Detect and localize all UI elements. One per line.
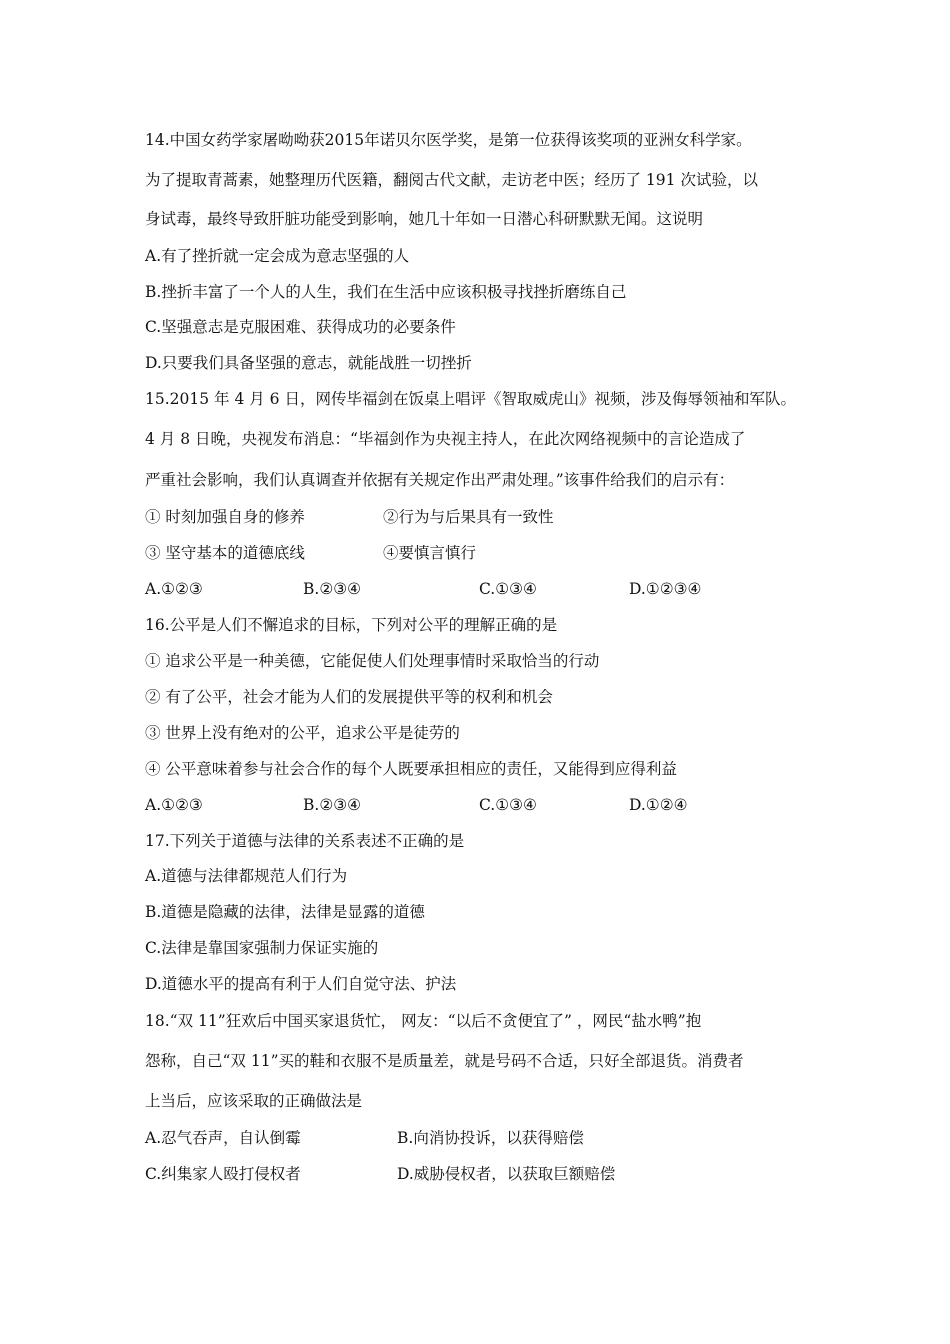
q16-item-3: ③ 世界上没有绝对的公平，追求公平是徒劳的: [145, 724, 460, 742]
q16-item-4: ④ 公平意味着参与社会合作的每个人既要承担相应的责任，又能得到应得利益: [145, 760, 677, 778]
q14-stem-line-3: 身试毒，最终导致肝脏功能受到影响，她几十年如一日潜心科研默默无闻。这说明: [145, 210, 704, 228]
q15-option-d: D.①②③④: [629, 580, 702, 598]
q15-option-c: C.①③④: [479, 580, 537, 598]
q14-option-a: A.有了挫折就一定会成为意志坚强的人: [145, 247, 410, 265]
q18-option-d: D.威胁侵权者，以获取巨额赔偿: [397, 1165, 616, 1183]
q18-stem-line-3: 上当后，应该采取的正确做法是: [145, 1092, 363, 1110]
q17-option-d: D.道德水平的提高有利于人们自觉守法、护法: [145, 975, 457, 993]
q18-option-a: A.忍气吞声，自认倒霉: [145, 1129, 301, 1147]
q15-stem-line-1: 15.2015 年 4 月 6 日，网传毕福剑在饭桌上唱评《智取威虎山》视频，涉及侮辱领袖和军队。: [145, 390, 796, 408]
q16-option-a: A.①②③: [145, 796, 203, 814]
q15-option-b: B.②③④: [303, 580, 362, 598]
q14-stem-line-2: 为了提取青蒿素，她整理历代医籍，翻阅古代文献，走访老中医；经历了 191 次试验，以: [145, 171, 758, 189]
q16-option-b: B.②③④: [303, 796, 362, 814]
q17-option-c: C.法律是靠国家强制力保证实施的: [145, 939, 379, 957]
q15-option-a: A.①②③: [145, 580, 203, 598]
q17-option-a: A.道德与法律都规范人们行为: [145, 867, 348, 885]
q15-stem-line-2: 4 月 8 日晚，央视发布消息：“毕福剑作为央视主持人，在此次网络视频中的言论造成了: [145, 430, 746, 448]
q16-item-2: ② 有了公平，社会才能为人们的发展提供平等的权利和机会: [145, 688, 553, 706]
q14-option-d: D.只要我们具备坚强的意志，就能战胜一切挫折: [145, 354, 472, 372]
q16-option-d: D.①②④: [629, 796, 688, 814]
q14-option-b: B.挫折丰富了一个人的人生，我们在生活中应该积极寻找挫折磨练自己: [145, 283, 627, 301]
q16-stem: 16.公平是人们不懈追求的目标，下列对公平的理解正确的是: [145, 616, 558, 634]
q15-item-1: ① 时刻加强自身的修养: [145, 508, 305, 526]
q17-option-b: B.道德是隐藏的法律，法律是显露的道德: [145, 903, 425, 921]
q15-item-2: ②行为与后果具有一致性: [383, 508, 554, 526]
q16-item-1: ① 追求公平是一种美德，它能促使人们处理事情时采取恰当的行动: [145, 652, 600, 670]
q18-option-c: C.纠集家人殴打侵权者: [145, 1165, 301, 1183]
q15-item-3: ③ 坚守基本的道德底线: [145, 544, 305, 562]
q16-option-c: C.①③④: [479, 796, 537, 814]
q14-stem-line-1: 14.中国女药学家屠呦呦获2015年诺贝尔医学奖，是第一位获得该奖项的亚洲女科学家。: [145, 131, 752, 149]
q14-option-c: C.坚强意志是克服困难、获得成功的必要条件: [145, 318, 456, 336]
q15-stem-line-3: 严重社会影响，我们认真调查并依据有关规定作出严肃处理。”该事件给我们的启示有：: [145, 471, 735, 489]
q17-stem: 17.下列关于道德与法律的关系表述不正确的是: [145, 832, 465, 850]
q15-item-4: ④要慎言慎行: [383, 544, 477, 562]
q18-option-b: B.向消协投诉，以获得赔偿: [397, 1129, 584, 1147]
q18-stem-line-1: 18.“双 11”狂欢后中国买家退货忙， 网友：“以后不贪便宜了” ，网民“盐水鸭”抱: [145, 1012, 702, 1030]
q18-stem-line-2: 怨称，自己“双 11”买的鞋和衣服不是质量差，就是号码不合适，只好全部退货。消费者: [145, 1052, 744, 1070]
